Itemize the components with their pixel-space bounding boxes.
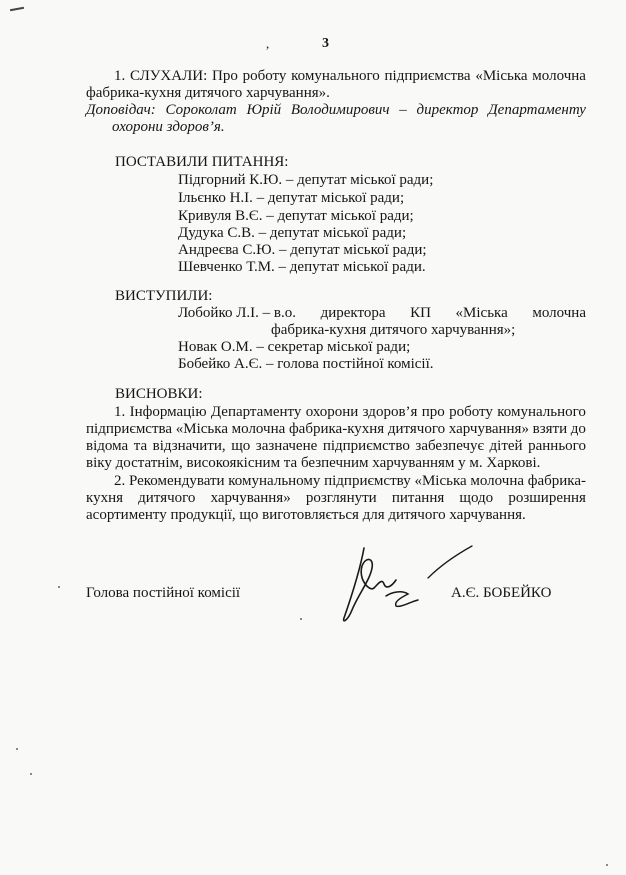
word: відзначити, — [152, 438, 226, 454]
word: Про — [211, 68, 238, 84]
word: Володимирович — [290, 102, 390, 118]
word: «Міська — [455, 305, 508, 321]
scan-speck — [300, 618, 302, 620]
word: раннього — [528, 438, 586, 454]
page-number: 3 — [322, 36, 329, 51]
word: молочна — [470, 473, 525, 489]
word: роботу — [449, 404, 493, 420]
word: відома — [86, 438, 129, 454]
conclusion-2-line2 — [86, 489, 586, 507]
conclusion-1-line2 — [86, 420, 586, 438]
word: 2. — [114, 473, 126, 489]
word: молочна — [532, 68, 586, 84]
item1-line1 — [86, 67, 586, 85]
word: підприємства — [86, 421, 173, 437]
question-item: Дудука С.В. – депутат міської ради; — [178, 225, 407, 241]
word: Інформацію — [129, 404, 207, 420]
word: молочна — [231, 421, 286, 437]
signatory-name: А.Є. БОБЕЙКО — [451, 585, 552, 601]
scan-speck — [16, 748, 18, 750]
word: до — [570, 421, 586, 437]
word: Рекомендувати — [128, 473, 225, 489]
word: харчування» — [210, 490, 291, 506]
item1-number: 1. — [114, 68, 126, 84]
word: підприємства — [384, 68, 471, 84]
speaker-item — [178, 304, 586, 322]
item1-reporter-line1 — [86, 101, 586, 119]
word: підприємство — [322, 438, 410, 454]
question-item: Підгорний К.Ю. – депутат міської ради; — [178, 172, 434, 188]
word: щодо — [459, 490, 494, 506]
stray-mark: , — [266, 36, 270, 51]
word: Сороколат — [165, 102, 237, 118]
word: фабрика-кухня — [288, 421, 385, 437]
scan-speck — [30, 773, 32, 775]
item1-heard-label: СЛУХАЛИ: — [129, 68, 208, 84]
word: здоров’я — [362, 404, 418, 420]
word: директор — [416, 102, 479, 118]
question-item: Шевченко Т.М. – депутат міської ради. — [178, 259, 426, 275]
word: Лобойко Л.І. – в.о. — [178, 305, 296, 321]
word: директора — [320, 305, 386, 321]
signature-label: Голова постійної комісії — [86, 585, 241, 601]
speaker-item-cont: фабрика-кухня дитячого харчування»; — [271, 322, 516, 338]
word: дитячого — [138, 490, 196, 506]
word: молочна — [532, 305, 586, 321]
scan-mark — [10, 7, 24, 11]
word: дітей — [489, 438, 523, 454]
word: – — [399, 102, 407, 118]
speakers-heading: ВИСТУПИЛИ: — [115, 288, 213, 304]
word: Юрій — [246, 102, 282, 118]
word: охорони — [305, 404, 359, 420]
word: Департаменту — [210, 404, 302, 420]
scan-speck — [606, 864, 608, 866]
speaker-item: Бобейко А.Є. – голова постійної комісії. — [178, 356, 434, 372]
word: зазначене — [255, 438, 318, 454]
conclusion-1-line4: віку достатнім, високоякісним та безпечним харчуванням у м. Харкові. — [86, 455, 541, 471]
question-item: Кривуля В.Є. – депутат міської ради; — [178, 208, 414, 224]
item1-reporter-line2: охорони здоров’я. — [112, 119, 225, 135]
word: харчування» — [448, 421, 529, 437]
speaker-item: Новак О.М. – секретар міської ради; — [178, 339, 411, 355]
word: дитячого — [387, 421, 446, 437]
word: «Міська — [414, 473, 467, 489]
conclusion-2-line1 — [86, 472, 586, 490]
word: про — [421, 404, 445, 420]
conclusion-1-line3 — [86, 437, 586, 455]
word: комунального — [291, 68, 380, 84]
word: що — [231, 438, 251, 454]
word: комунального — [497, 404, 586, 420]
word: Департаменту — [488, 102, 586, 118]
word: питання — [391, 490, 445, 506]
conclusion-2-line3: асортименту продукції, що виготовляється для дитячого харчування. — [86, 507, 526, 523]
question-item: Ільєнко Н.І. – депутат міської ради; — [178, 190, 405, 206]
word: 1. — [114, 404, 126, 420]
word: КП — [410, 305, 431, 321]
question-item: Андреєва С.Ю. – депутат міської ради; — [178, 242, 427, 258]
word: комунальному — [228, 473, 321, 489]
word: фабрика- — [527, 473, 586, 489]
conclusion-1-line1 — [86, 403, 586, 421]
word: «Міська — [475, 68, 528, 84]
word: «Міська — [175, 421, 228, 437]
word: забезпечує — [415, 438, 484, 454]
word: та — [133, 438, 148, 454]
word: роботу — [242, 68, 287, 84]
reporter-label: Доповідач: — [86, 102, 156, 118]
word: взяти — [532, 421, 568, 437]
word: підприємству — [324, 473, 411, 489]
questions-heading: ПОСТАВИЛИ ПИТАННЯ: — [115, 154, 289, 170]
conclusions-heading: ВИСНОВКИ: — [115, 386, 203, 402]
item1-line2: фабрика-кухня дитячого харчування». — [86, 85, 330, 101]
word: кухня — [86, 490, 124, 506]
scan-speck — [58, 586, 60, 588]
word: розглянути — [305, 490, 377, 506]
word: розширення — [508, 490, 586, 506]
